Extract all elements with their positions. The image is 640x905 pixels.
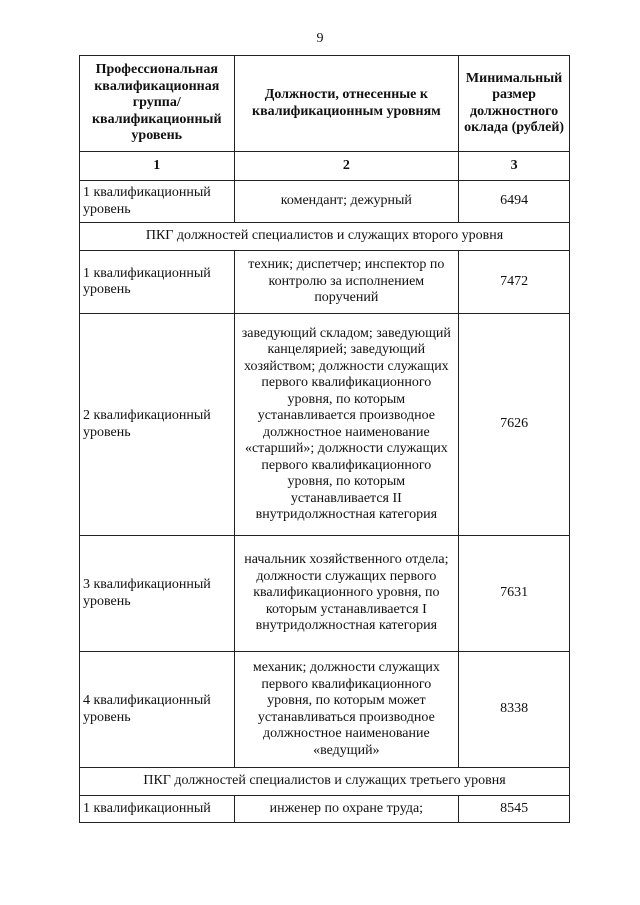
table-header-row	[80, 56, 570, 152]
column-number-row	[80, 152, 570, 181]
table-row	[80, 536, 570, 652]
qualification-level: 1 квалификационный	[80, 796, 235, 823]
positions-cell: комендант; дежурный	[234, 181, 459, 223]
salary-cell: 6494	[459, 181, 570, 223]
positions-cell: механик; должности служащих первого квалификационного уровня, по которым может устанавливаться производное должностное наименование «ведущий»	[234, 652, 459, 768]
header-positions: Должности, отнесенные к квалификационным уровням	[234, 56, 459, 152]
salary-cell: 7631	[459, 536, 570, 652]
qualification-level: 3 квалификационный уровень	[80, 536, 235, 652]
group-title: ПКГ должностей специалистов и служащих третьего уровня	[80, 768, 570, 796]
table-row	[80, 652, 570, 768]
table-row	[80, 181, 570, 223]
qualification-level: 4 квалификационный уровень	[80, 652, 235, 768]
salary-cell: 8545	[459, 796, 570, 823]
salary-table	[79, 55, 570, 823]
table-row	[80, 796, 570, 823]
column-number: 3	[459, 152, 570, 181]
table-row	[80, 314, 570, 536]
group-header-row	[80, 768, 570, 796]
salary-cell: 7472	[459, 251, 570, 314]
qualification-level: 2 квалификационный уровень	[80, 314, 235, 536]
group-title: ПКГ должностей специалистов и служащих второго уровня	[80, 223, 570, 251]
positions-cell: начальник хозяйственного отдела; должности служащих первого квалификационного уровня, по которым устанавливается I внутридолжностная категория	[234, 536, 459, 652]
positions-cell: заведующий складом; заведующий канцелярией; заведующий хозяйством; должности служащих первого квалификационного уровня, по которым устанавливается производное должностное наименование «старший»; должности служащих первого квалификационного уровня, по которым устанавливается II внутридолжностная категория	[234, 314, 459, 536]
page-number: 9	[316, 31, 324, 46]
positions-cell: техник; диспетчер; инспектор по контролю за исполнением поручений	[234, 251, 459, 314]
salary-cell: 7626	[459, 314, 570, 536]
header-salary: Минимальный размер должностного оклада (рублей)	[459, 56, 570, 152]
group-header-row	[80, 223, 570, 251]
qualification-level: 1 квалификационный уровень	[80, 181, 235, 223]
header-group-level: Профессиональная квалификационная группа/ квалификационный уровень	[80, 56, 235, 152]
qualification-level: 1 квалификационный уровень	[80, 251, 235, 314]
table-row	[80, 251, 570, 314]
column-number: 1	[80, 152, 235, 181]
positions-cell: инженер по охране труда;	[234, 796, 459, 823]
salary-cell: 8338	[459, 652, 570, 768]
column-number: 2	[234, 152, 459, 181]
